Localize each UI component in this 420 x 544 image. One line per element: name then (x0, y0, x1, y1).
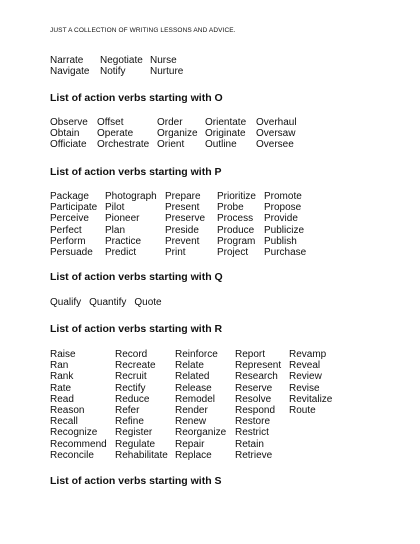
verb-word: Perform (50, 235, 86, 247)
verb-word: Revamp (289, 349, 327, 360)
table-row (50, 247, 314, 258)
verb-word: Nurture (150, 66, 184, 78)
table-row (50, 360, 349, 371)
verb-word: Recreate (115, 360, 156, 372)
verb-word: Preside (165, 224, 199, 236)
verb-word: Perceive (50, 213, 89, 225)
table-row (50, 371, 349, 382)
verb-word: Project (217, 246, 249, 258)
verb-word: Renew (175, 416, 207, 428)
verb-word: Register (115, 427, 153, 439)
verb-word (289, 427, 349, 438)
q-verbs-row (50, 297, 170, 309)
verb-word: Rank (50, 371, 74, 383)
verb-word: Prepare (165, 191, 201, 202)
verb-word (289, 416, 349, 427)
verb-word: Originate (205, 128, 246, 140)
verb-word: Navigate (50, 66, 90, 78)
verb-word: Resolve (235, 393, 272, 405)
verb-word: Render (175, 404, 208, 416)
verb-word: Negotiate (100, 55, 143, 66)
verb-word: Overhaul (256, 117, 297, 128)
verb-word: Rectify (115, 382, 146, 394)
verb-word: Propose (264, 202, 302, 214)
verb-word: Refer (115, 404, 140, 416)
verb-word: Provide (264, 213, 298, 225)
table-row (50, 349, 349, 360)
verb-word: Restrict (235, 427, 269, 439)
verb-word: Narrate (50, 55, 84, 66)
verb-word: Rate (50, 382, 72, 394)
table-row (50, 66, 200, 77)
section-heading-q: List of action verbs starting with Q (50, 271, 223, 283)
verb-word: Produce (217, 224, 255, 236)
verb-word: Practice (105, 235, 142, 247)
table-row (50, 427, 349, 438)
o-verbs-table (50, 117, 311, 151)
verb-word: Oversee (256, 139, 294, 151)
verb-word: Organize (157, 128, 198, 140)
verb-word: Photograph (105, 191, 157, 202)
verb-word: Report (235, 349, 266, 360)
verb-word: Record (115, 349, 148, 360)
verb-word: Recall (50, 416, 78, 428)
verb-word: Retain (235, 438, 264, 450)
verb-word: Orientate (205, 117, 247, 128)
verb-word: Persuade (50, 246, 93, 258)
verb-word: Order (157, 117, 183, 128)
verb-word: Ran (50, 360, 69, 372)
verb-word: Predict (105, 246, 137, 258)
verb-word: Reserve (235, 382, 273, 394)
table-row (50, 416, 349, 427)
verb-word: Process (217, 213, 254, 225)
table-row (50, 128, 311, 139)
verb-word: Related (175, 371, 210, 383)
verb-word: Represent (235, 360, 282, 372)
verb-word: Rehabilitate (115, 449, 168, 461)
verb-word: Officiate (50, 139, 87, 151)
table-row (50, 117, 311, 128)
verb-word: Notify (100, 66, 126, 78)
verb-word: Obtain (50, 128, 80, 140)
table-row (50, 202, 314, 213)
verb-word: Nurse (150, 55, 177, 66)
table-row (50, 191, 314, 202)
verb-word: Reduce (115, 393, 150, 405)
section-heading-r: List of action verbs starting with R (50, 323, 223, 335)
verb-word (289, 450, 349, 461)
table-row (50, 139, 311, 150)
verb-word: Reason (50, 404, 85, 416)
verb-word: Preserve (165, 213, 206, 225)
verb-word: Prevent (165, 235, 200, 247)
verb-word: Offset (97, 117, 124, 128)
verb-word: Reveal (289, 360, 321, 372)
section-heading-o: List of action verbs starting with O (50, 92, 223, 104)
table-row (50, 439, 349, 450)
p-verbs-table (50, 191, 314, 258)
verb-word: Outline (205, 139, 237, 151)
verb-word: Qualify (50, 297, 82, 308)
verb-word: Quote (134, 297, 162, 308)
verb-word: Route (289, 404, 316, 416)
verb-word: Refine (115, 416, 144, 428)
verb-word: Prioritize (217, 191, 256, 202)
table-row (50, 450, 349, 461)
verb-word: Regulate (115, 438, 156, 450)
verb-word: Reinforce (175, 349, 218, 360)
verb-word: Relate (175, 360, 204, 372)
table-row (50, 225, 314, 236)
verb-word: Pilot (105, 202, 125, 214)
running-header: JUST A COLLECTION OF WRITING LESSONS AND ADVICE. (50, 27, 236, 34)
verb-word: Program (217, 235, 256, 247)
table-row (50, 236, 314, 247)
verb-word: Raise (50, 349, 76, 360)
verb-word: Operate (97, 128, 134, 140)
verb-word: Revitalize (289, 393, 333, 405)
verb-word: Recognize (50, 427, 98, 439)
verb-word: Publish (264, 235, 297, 247)
verb-word: Research (235, 371, 278, 383)
verb-word: Promote (264, 191, 302, 202)
table-row (50, 55, 200, 66)
verb-word: Reconcile (50, 449, 94, 461)
verb-word: Publicize (264, 224, 305, 236)
verb-word: Revise (289, 382, 320, 394)
table-row (50, 405, 349, 416)
verb-word: Repair (175, 438, 205, 450)
verb-word: Quantify (89, 297, 127, 308)
section-heading-p: List of action verbs starting with P (50, 166, 222, 178)
verb-word: Restore (235, 416, 271, 428)
verb-word: Probe (217, 202, 244, 214)
verb-word: Retrieve (235, 449, 273, 461)
verb-word: Reorganize (175, 427, 227, 439)
table-row (50, 213, 314, 224)
verb-word (289, 439, 349, 450)
verb-word: Observe (50, 117, 88, 128)
verb-word: Perfect (50, 224, 82, 236)
verb-word: Respond (235, 404, 276, 416)
verb-word: Review (289, 371, 322, 383)
verb-word: Remodel (175, 393, 216, 405)
verb-word: Recruit (115, 371, 147, 383)
verb-word: Present (165, 202, 200, 214)
verb-word: Release (175, 382, 212, 394)
n-verbs-table (50, 55, 200, 77)
verb-word: Oversaw (256, 128, 296, 140)
verb-word: Plan (105, 224, 126, 236)
verb-word: Orient (157, 139, 185, 151)
verb-word: Purchase (264, 246, 307, 258)
r-verbs-table (50, 349, 349, 461)
verb-word: Read (50, 393, 74, 405)
table-row (50, 383, 349, 394)
verb-word: Pioneer (105, 213, 140, 225)
verb-word: Package (50, 191, 89, 202)
verb-word: Print (165, 246, 186, 258)
verb-word: Recommend (50, 438, 107, 450)
verb-word: Participate (50, 202, 98, 214)
table-row (50, 394, 349, 405)
verb-word: Replace (175, 449, 212, 461)
verb-word: Orchestrate (97, 139, 150, 151)
section-heading-s: List of action verbs starting with S (50, 475, 222, 487)
